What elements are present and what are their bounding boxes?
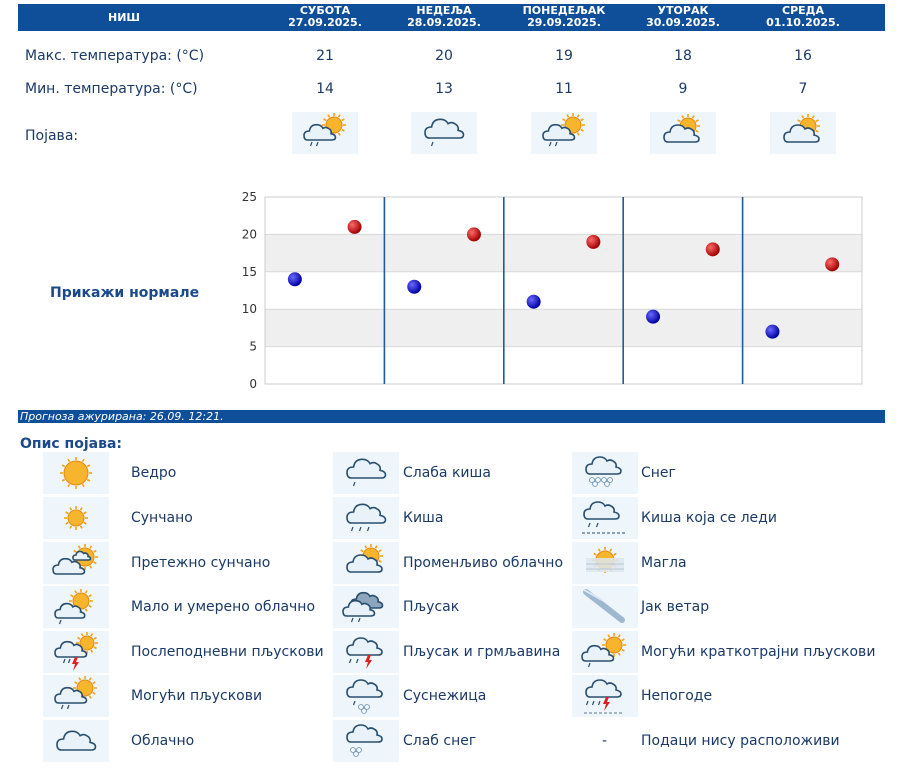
day-date: 01.10.2025.: [766, 16, 840, 29]
sunny-icon: [43, 497, 109, 539]
clear-icon: [43, 452, 109, 494]
day-header-1: [265, 5, 385, 29]
max-temp-value: 20: [435, 48, 453, 64]
possible-showers-icon: [43, 675, 109, 717]
day-date: 29.09.2025.: [527, 16, 601, 29]
forecast-updated: Прогноза ажурирана: 26.09. 12:21.: [18, 410, 885, 423]
possible-showers-icon: [531, 112, 597, 154]
day-header-2: [384, 5, 504, 29]
min-temp-point: [765, 325, 779, 339]
partly-cloudy-icon: [43, 586, 109, 628]
rain-icon: [333, 497, 399, 539]
legend-label: Променљиво облачно: [403, 555, 564, 571]
min-temp-value: 14: [316, 81, 334, 97]
min-temp-point: [407, 280, 421, 294]
max-temp-value: 18: [674, 48, 692, 64]
legend-label: Јак ветар: [641, 599, 710, 615]
variable-cloudy-icon: [650, 112, 716, 154]
min-temp-value: 11: [555, 81, 573, 97]
min-temp-point: [527, 295, 541, 309]
max-temp-value: 16: [794, 48, 812, 64]
temperature-chart: [230, 185, 870, 400]
light-rain-icon: [333, 452, 399, 494]
day-header-5: [743, 5, 863, 29]
legend-label: Ведро: [131, 465, 177, 481]
legend-label: Снег: [641, 465, 676, 481]
day-header-3: [504, 5, 624, 29]
shower-icon: [333, 586, 399, 628]
legend-title: Опис појава:: [20, 436, 122, 452]
max-temp-value: 21: [316, 48, 334, 64]
legend-label: Пљусак: [403, 599, 460, 615]
max-temp-point: [467, 227, 481, 241]
day-date: 30.09.2025.: [646, 16, 720, 29]
cloudy-icon: [43, 720, 109, 762]
freezing-rain-icon: [572, 497, 638, 539]
day-date: 28.09.2025.: [407, 16, 481, 29]
city-name: НИШ: [107, 11, 140, 24]
grid-band: [265, 234, 862, 271]
sleet-icon: [333, 675, 399, 717]
afternoon-showers-icon: [43, 631, 109, 673]
storm-icon: [572, 675, 638, 717]
day-name: УТОРАК: [657, 4, 709, 17]
min-temp-value: 13: [435, 81, 453, 97]
light-snow-icon: [333, 720, 399, 762]
legend-label: Пљусак и грмљавина: [403, 644, 561, 660]
light-rain-icon: [411, 112, 477, 154]
legend-label: Непогоде: [641, 688, 713, 704]
phenomenon-label: Појава:: [25, 128, 79, 144]
day-name: СУБОТА: [299, 4, 351, 17]
day-header-4: [623, 5, 743, 29]
min-temp-point: [646, 310, 660, 324]
min-temp-value: 7: [798, 81, 808, 97]
possible-showers-icon: [292, 112, 358, 154]
snow-icon: [572, 452, 638, 494]
legend-label: Сунчано: [131, 510, 193, 526]
no-data-symbol: -: [602, 733, 608, 749]
legend-label: Магла: [641, 555, 687, 571]
max-temp-point: [586, 235, 600, 249]
y-tick-label: 20: [241, 227, 257, 242]
possible-brief-showers-icon: [572, 631, 638, 673]
max-temp-point: [348, 220, 362, 234]
legend-label: Подаци нису расположиви: [641, 733, 840, 749]
thunder-shower-icon: [333, 631, 399, 673]
y-tick-label: 15: [241, 264, 257, 279]
legend-label: Облачно: [131, 733, 195, 749]
y-tick-label: 5: [249, 339, 257, 354]
min-temp-point: [288, 272, 302, 286]
variable-cloudy-icon: [770, 112, 836, 154]
legend-label: Суснежица: [403, 688, 487, 704]
min-temp-value: 9: [678, 81, 688, 97]
legend-label: Могући пљускови: [131, 688, 263, 704]
legend-label: Киша: [403, 510, 444, 526]
mostly-sunny-icon: [43, 542, 109, 584]
legend-label: Могући краткотрајни пљускови: [641, 644, 876, 660]
day-date: 27.09.2025.: [288, 16, 362, 29]
strong-wind-icon: [572, 586, 638, 628]
max-temp-value: 19: [555, 48, 573, 64]
fog-icon: [572, 542, 638, 584]
legend-label: Мало и умерено облачно: [131, 599, 316, 615]
show-normals-link[interactable]: Прикажи нормале: [50, 285, 200, 301]
variable-cloudy-icon: [333, 542, 399, 584]
legend-label: Слаб снег: [403, 733, 477, 749]
y-tick-label: 10: [241, 302, 257, 317]
legend-label: Претежно сунчано: [131, 555, 271, 571]
day-name: НЕДЕЉА: [416, 4, 472, 17]
y-tick-label: 25: [241, 190, 257, 204]
max-temp-label: Макс. температура: (°C): [25, 48, 205, 64]
day-name: ПОНЕДЕЉАК: [522, 4, 606, 17]
forecast-header: [18, 4, 885, 31]
max-temp-point: [825, 257, 839, 271]
legend-label: Слаба киша: [403, 465, 491, 481]
legend-label: Киша која се леди: [641, 510, 777, 526]
legend-label: Послеподневни пљускови: [131, 644, 324, 660]
min-temp-label: Мин. температура: (°C): [25, 81, 198, 97]
day-name: СРЕДА: [782, 4, 824, 17]
y-tick-label: 0: [249, 377, 257, 391]
max-temp-point: [706, 242, 720, 256]
